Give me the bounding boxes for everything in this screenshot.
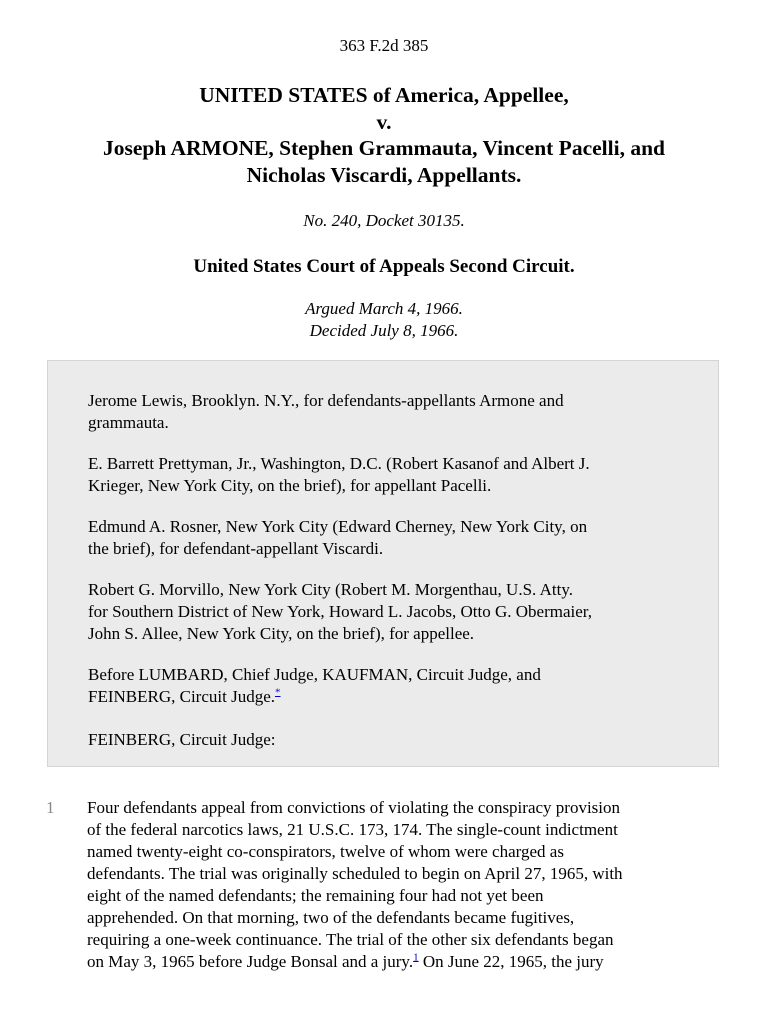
counsel-entry-prettyman xyxy=(88,453,590,497)
paragraph-line: of the federal narcotics laws, 21 U.S.C. 173, 174. The single-count indictment xyxy=(87,820,618,839)
paragraph-line: Four defendants appeal from convictions of violating the conspiracy provision xyxy=(87,798,621,817)
footnote-1-link[interactable]: 1 xyxy=(413,951,419,964)
paragraph-line: apprehended. On that morning, two of the defendants became fugitives, xyxy=(87,908,575,927)
panel-of-judges xyxy=(88,664,541,708)
caption-appellants-line-1: Joseph ARMONE, Stephen Grammauta, Vincent Pacelli, and xyxy=(102,136,665,160)
case-dates xyxy=(0,298,768,342)
opinion-author: FEINBERG, Circuit Judge: xyxy=(88,730,276,749)
case-citation: 363 F.2d 385 xyxy=(339,36,429,55)
docket-number: No. 240, Docket 30135. xyxy=(303,211,465,230)
argued-date: Argued March 4, 1966. xyxy=(305,299,463,318)
counsel-line: Edmund A. Rosner, New York City (Edward Cherney, New York City, on xyxy=(88,517,588,536)
counsel-line: Jerome Lewis, Brooklyn. N.Y., for defendants-appellants Armone and xyxy=(88,391,564,410)
paragraph-line xyxy=(87,951,623,973)
decided-date: Decided July 8, 1966. xyxy=(309,321,459,340)
footnote-star-link[interactable]: * xyxy=(275,686,281,699)
caption-appellants-line-2: Nicholas Viscardi, Appellants. xyxy=(246,162,522,187)
counsel-entry-rosner xyxy=(88,516,587,560)
counsel-line: grammauta. xyxy=(88,413,169,432)
counsel-line: the brief), for defendant-appellant Viscardi. xyxy=(88,539,384,558)
counsel-line: E. Barrett Prettyman, Jr., Washington, D.C. (Robert Kasanof and Albert J. xyxy=(88,454,590,473)
caption-versus: v. xyxy=(376,109,392,134)
counsel-panel xyxy=(47,360,719,767)
counsel-line: John S. Allee, New York City, on the brief), for appellee. xyxy=(88,624,475,643)
paragraph-line: requiring a one-week continuance. The trial of the other six defendants began xyxy=(87,930,614,949)
counsel-line: Robert G. Morvillo, New York City (Robert M. Morgenthau, U.S. Atty. xyxy=(88,580,573,599)
case-caption xyxy=(0,82,768,188)
counsel-line: Krieger, New York City, on the brief), for appellant Pacelli. xyxy=(88,476,492,495)
paragraph-number: 1 xyxy=(46,798,55,817)
judges-line-text: FEINBERG, Circuit Judge. xyxy=(88,687,275,706)
paragraph-line: named twenty-eight co-conspirators, twelve of whom were charged as xyxy=(87,842,564,861)
paragraph-line: defendants. The trial was originally scheduled to begin on April 27, 1965, with xyxy=(87,864,623,883)
caption-appellee: UNITED STATES of America, Appellee, xyxy=(199,83,569,107)
paragraph-line-text: On June 22, 1965, the jury xyxy=(418,952,604,971)
opinion-paragraph xyxy=(87,797,623,973)
paragraph-line: eight of the named defendants; the remaining four had not yet been xyxy=(87,886,544,905)
counsel-line: for Southern District of New York, Howard L. Jacobs, Otto G. Obermaier, xyxy=(88,602,593,621)
judges-line: Before LUMBARD, Chief Judge, KAUFMAN, Circuit Judge, and xyxy=(88,665,541,684)
court-name: United States Court of Appeals Second Circuit. xyxy=(193,256,575,277)
paragraph-line-text: on May 3, 1965 before Judge Bonsal and a jury. xyxy=(87,952,414,971)
judges-line xyxy=(88,686,541,708)
counsel-entry-lewis xyxy=(88,390,564,434)
counsel-entry-morvillo xyxy=(88,579,592,645)
